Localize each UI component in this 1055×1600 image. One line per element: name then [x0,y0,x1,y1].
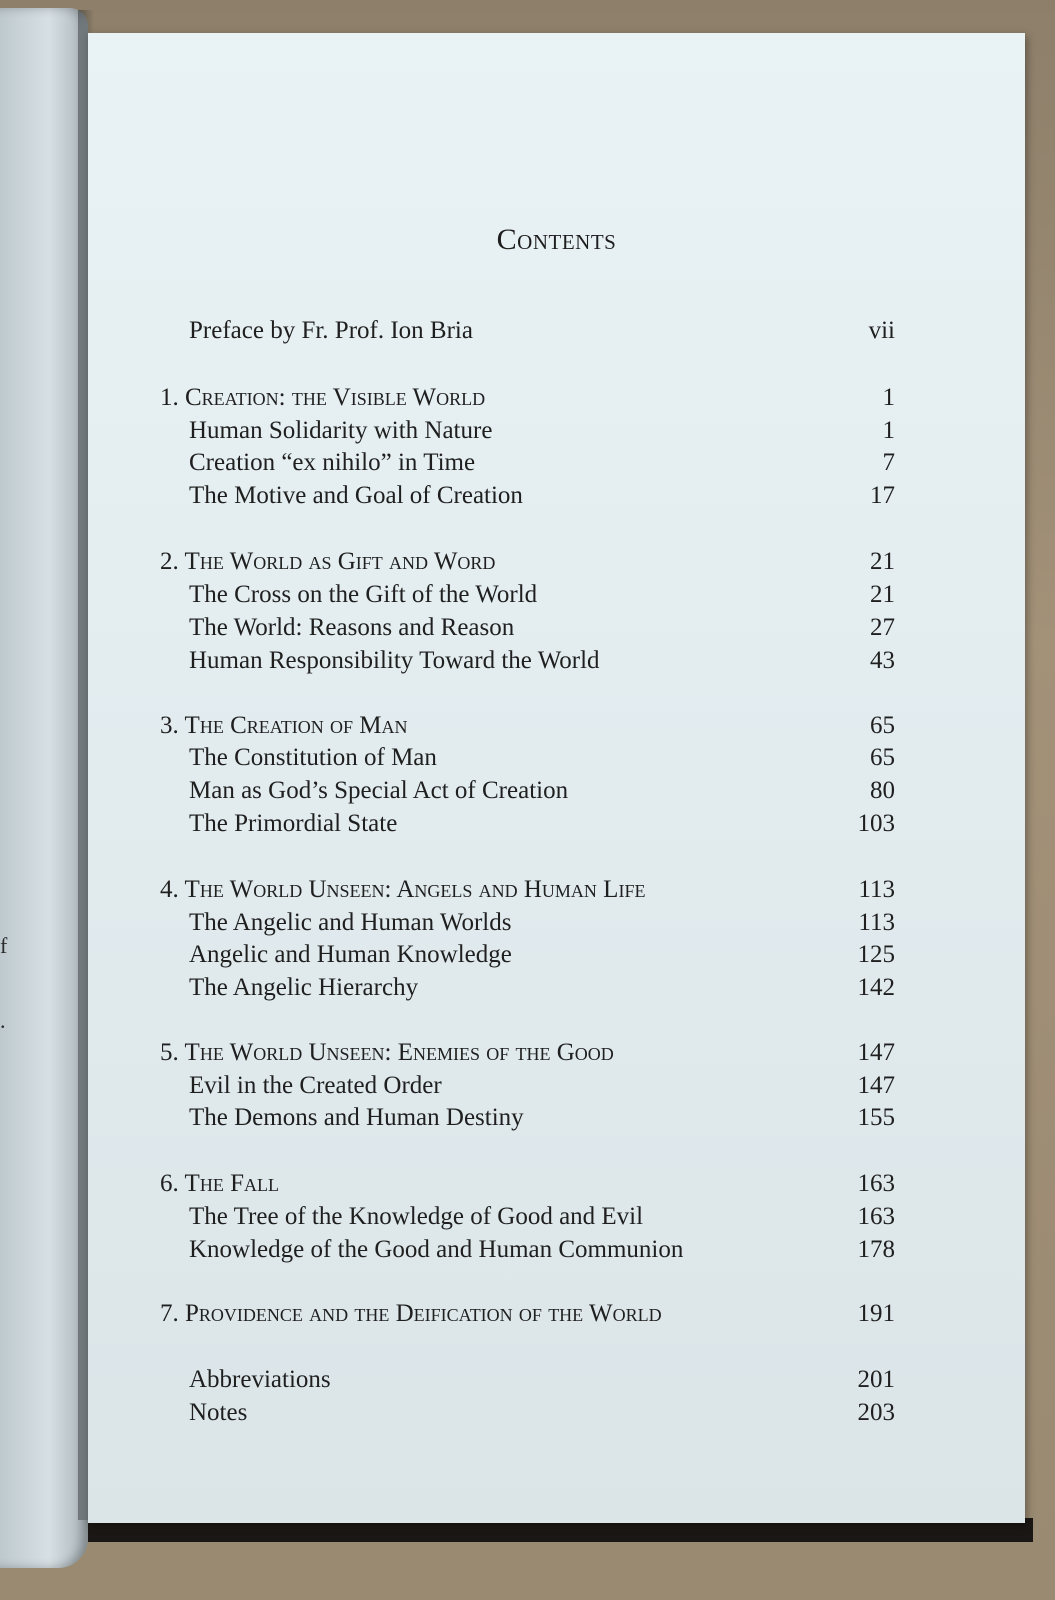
toc-chapter-label: 3. The Creation of Man [160,712,408,739]
toc-chapter-page: 147 [857,1039,895,1066]
toc-section-label: The Angelic and Human Worlds [189,909,512,936]
toc-entry-label: Notes [189,1399,248,1426]
toc-section[interactable] [160,741,895,775]
toc-section-label: The Motive and Goal of Creation [189,482,523,509]
toc-section-page: 178 [857,1236,895,1263]
toc-section-label: Human Responsibility Toward the World [189,647,600,674]
toc-chapter-label: 7. Providence and the Deification of the World [160,1300,662,1327]
toc-section-label: Human Solidarity with Nature [189,417,493,444]
toc-chapter-page: 113 [858,876,895,903]
toc-section-page: 147 [857,1072,895,1099]
toc-section-label: The Angelic Hierarchy [189,974,419,1001]
toc-section[interactable] [160,971,895,1005]
toc-section-page: 163 [857,1203,895,1230]
toc-chapter[interactable] [160,1036,895,1070]
toc-section-label: The World: Reasons and Reason [189,614,515,641]
toc-section-label: The Constitution of Man [189,744,437,771]
toc-section-page: 7 [882,449,895,476]
toc-chapter[interactable] [160,381,895,415]
toc-section-label: Creation “ex nihilo” in Time [189,449,476,476]
toc-entry-page: 203 [857,1399,895,1426]
toc-chapter-page: 1 [882,384,895,411]
toc-section-page: 17 [870,482,895,509]
toc-chapter[interactable] [160,1297,895,1331]
toc-chapter-label: 5. The World Unseen: Enemies of the Good [160,1039,614,1066]
toc-chapter[interactable] [160,545,895,579]
toc-section-label: The Tree of the Knowledge of Good and Evil [189,1203,644,1230]
toc-section[interactable] [160,1069,895,1103]
contents-page [88,33,1025,1523]
toc-chapter-page: 21 [870,548,895,575]
toc-entry-page: 201 [857,1366,895,1393]
toc-section[interactable] [160,938,895,972]
toc-section[interactable] [160,774,895,808]
toc-section-page: 1 [882,417,895,444]
toc-entry-page: vii [868,317,895,344]
toc-chapter-label: 4. The World Unseen: Angels and Human Life [160,876,646,903]
toc-chapter-label: 2. The World as Gift and Word [160,548,496,575]
toc-section[interactable] [160,611,895,645]
toc-entry-preface[interactable] [160,314,895,348]
toc-section-page: 43 [870,647,895,674]
toc-section[interactable] [160,578,895,612]
toc-section-label: Man as God’s Special Act of Creation [189,777,569,804]
toc-entry-abbreviations[interactable] [160,1363,895,1397]
toc-section-label: The Cross on the Gift of the World [189,581,538,608]
toc-chapter[interactable] [160,873,895,907]
toc-section-page: 65 [870,744,895,771]
toc-entry-label: Abbreviations [189,1366,331,1393]
toc-chapter[interactable] [160,1167,895,1201]
toc-chapter-page: 65 [870,712,895,739]
toc-section-label: Knowledge of the Good and Human Communion [189,1236,684,1263]
toc-chapter-label: 1. Creation: the Visible World [160,384,486,411]
facing-page-edge [0,8,88,1568]
toc-section[interactable] [160,1101,895,1135]
toc-entry-notes[interactable] [160,1396,895,1430]
toc-chapter[interactable] [160,709,895,743]
toc-section[interactable] [160,1233,895,1267]
toc-section-page: 103 [857,810,895,837]
toc-section[interactable] [160,446,895,480]
toc-section-page: 142 [857,974,895,1001]
toc-section-label: Angelic and Human Knowledge [189,941,512,968]
toc-chapter-page: 191 [857,1300,895,1327]
toc-chapter-page: 163 [857,1170,895,1197]
toc-section[interactable] [160,807,895,841]
toc-section-page: 125 [857,941,895,968]
toc-section[interactable] [160,1200,895,1234]
toc-section-page: 80 [870,777,895,804]
toc-section-label: The Primordial State [189,810,398,837]
toc-section-page: 113 [858,909,895,936]
toc-section[interactable] [160,479,895,513]
facing-page-fragment: f [0,933,8,958]
toc-section[interactable] [160,906,895,940]
toc-section-label: Evil in the Created Order [189,1072,442,1099]
toc-section[interactable] [160,644,895,678]
toc-chapter-label: 6. The Fall [160,1170,279,1197]
facing-page-fragment: . [0,1008,6,1033]
toc-section-label: The Demons and Human Destiny [189,1104,524,1131]
toc-section-page: 21 [870,581,895,608]
toc-entry-label: Preface by Fr. Prof. Ion Bria [189,317,473,344]
toc-section[interactable] [160,414,895,448]
page-title: Contents [496,223,617,256]
toc-section-page: 27 [870,614,895,641]
toc-section-page: 155 [857,1104,895,1131]
